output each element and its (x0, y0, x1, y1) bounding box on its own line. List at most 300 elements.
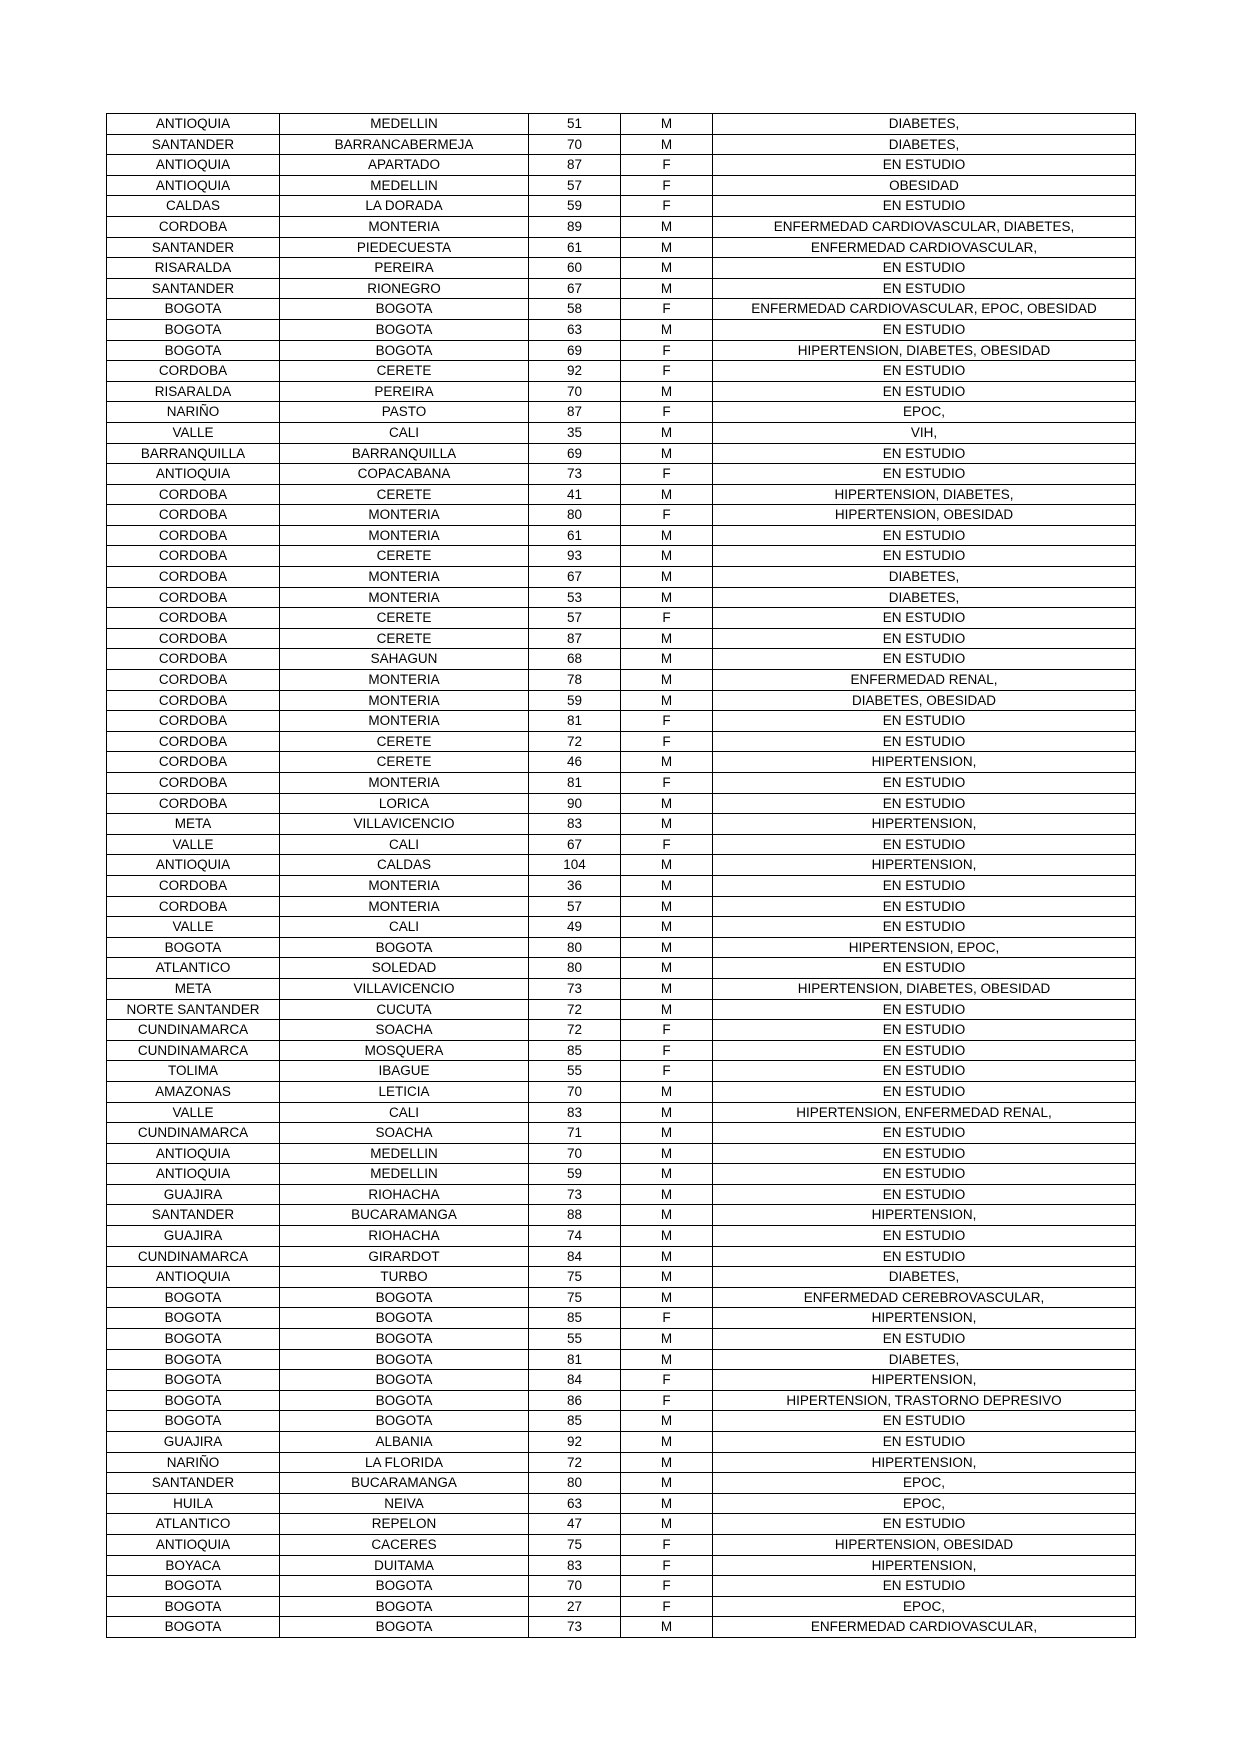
comorbidity-cell: HIPERTENSION, (713, 752, 1136, 773)
municipality-cell: MEDELLIN (280, 114, 529, 135)
cases-table (106, 113, 1136, 1638)
table-row (107, 340, 1136, 361)
department-cell: ATLANTICO (107, 1514, 280, 1535)
department-cell: BOGOTA (107, 1308, 280, 1329)
department-cell: CORDOBA (107, 608, 280, 629)
age-cell: 73 (529, 1617, 621, 1638)
department-cell: BOGOTA (107, 299, 280, 320)
table-row (107, 464, 1136, 485)
comorbidity-cell: EN ESTUDIO (713, 1164, 1136, 1185)
age-cell: 75 (529, 1267, 621, 1288)
sex-cell: F (621, 361, 713, 382)
table-row (107, 958, 1136, 979)
municipality-cell: BUCARAMANGA (280, 1473, 529, 1494)
age-cell: 67 (529, 834, 621, 855)
age-cell: 83 (529, 814, 621, 835)
sex-cell: M (621, 546, 713, 567)
age-cell: 46 (529, 752, 621, 773)
department-cell: CORDOBA (107, 875, 280, 896)
table-row (107, 237, 1136, 258)
age-cell: 83 (529, 1102, 621, 1123)
municipality-cell: LETICIA (280, 1081, 529, 1102)
sex-cell: M (621, 649, 713, 670)
sex-cell: F (621, 1576, 713, 1597)
municipality-cell: CALI (280, 422, 529, 443)
municipality-cell: BOGOTA (280, 937, 529, 958)
municipality-cell: MONTERIA (280, 690, 529, 711)
department-cell: BOGOTA (107, 1390, 280, 1411)
comorbidity-cell: HIPERTENSION, (713, 1452, 1136, 1473)
age-cell: 87 (529, 155, 621, 176)
sex-cell: M (621, 999, 713, 1020)
municipality-cell: MONTERIA (280, 587, 529, 608)
sex-cell: M (621, 1349, 713, 1370)
age-cell: 68 (529, 649, 621, 670)
department-cell: CORDOBA (107, 216, 280, 237)
table-row (107, 361, 1136, 382)
municipality-cell: COPACABANA (280, 464, 529, 485)
department-cell: CORDOBA (107, 711, 280, 732)
department-cell: ANTIOQUIA (107, 1267, 280, 1288)
comorbidity-cell: EN ESTUDIO (713, 1123, 1136, 1144)
age-cell: 73 (529, 1184, 621, 1205)
municipality-cell: MONTERIA (280, 670, 529, 691)
age-cell: 67 (529, 567, 621, 588)
sex-cell: M (621, 628, 713, 649)
table-row (107, 875, 1136, 896)
sex-cell: F (621, 731, 713, 752)
municipality-cell: SOLEDAD (280, 958, 529, 979)
age-cell: 70 (529, 381, 621, 402)
department-cell: CORDOBA (107, 505, 280, 526)
department-cell: BOGOTA (107, 1349, 280, 1370)
comorbidity-cell: OBESIDAD (713, 175, 1136, 196)
comorbidity-cell: EN ESTUDIO (713, 731, 1136, 752)
age-cell: 53 (529, 587, 621, 608)
sex-cell: M (621, 690, 713, 711)
age-cell: 60 (529, 258, 621, 279)
department-cell: BOGOTA (107, 1287, 280, 1308)
department-cell: CORDOBA (107, 525, 280, 546)
sex-cell: M (621, 1493, 713, 1514)
sex-cell: M (621, 319, 713, 340)
age-cell: 70 (529, 1081, 621, 1102)
sex-cell: M (621, 258, 713, 279)
table-row (107, 1081, 1136, 1102)
department-cell: CUNDINAMARCA (107, 1020, 280, 1041)
table-row (107, 731, 1136, 752)
sex-cell: M (621, 484, 713, 505)
comorbidity-cell: EN ESTUDIO (713, 793, 1136, 814)
sex-cell: M (621, 114, 713, 135)
comorbidity-cell: VIH, (713, 422, 1136, 443)
comorbidity-cell: DIABETES, OBESIDAD (713, 690, 1136, 711)
municipality-cell: BOGOTA (280, 1370, 529, 1391)
comorbidity-cell: EPOC, (713, 1596, 1136, 1617)
comorbidity-cell: DIABETES, (713, 587, 1136, 608)
comorbidity-cell: DIABETES, (713, 1349, 1136, 1370)
age-cell: 72 (529, 1452, 621, 1473)
age-cell: 27 (529, 1596, 621, 1617)
comorbidity-cell: HIPERTENSION, (713, 814, 1136, 835)
age-cell: 49 (529, 917, 621, 938)
age-cell: 57 (529, 608, 621, 629)
age-cell: 57 (529, 175, 621, 196)
age-cell: 72 (529, 731, 621, 752)
department-cell: CORDOBA (107, 567, 280, 588)
municipality-cell: CERETE (280, 752, 529, 773)
sex-cell: M (621, 958, 713, 979)
sex-cell: F (621, 1040, 713, 1061)
table-row (107, 1617, 1136, 1638)
comorbidity-cell: EN ESTUDIO (713, 1184, 1136, 1205)
comorbidity-cell: EN ESTUDIO (713, 381, 1136, 402)
comorbidity-cell: HIPERTENSION, (713, 1370, 1136, 1391)
age-cell: 86 (529, 1390, 621, 1411)
department-cell: RISARALDA (107, 258, 280, 279)
sex-cell: F (621, 464, 713, 485)
age-cell: 104 (529, 855, 621, 876)
sex-cell: F (621, 505, 713, 526)
municipality-cell: CERETE (280, 731, 529, 752)
comorbidity-cell: EN ESTUDIO (713, 1411, 1136, 1432)
municipality-cell: REPELON (280, 1514, 529, 1535)
table-row (107, 1164, 1136, 1185)
comorbidity-cell: EN ESTUDIO (713, 155, 1136, 176)
sex-cell: M (621, 134, 713, 155)
table-row (107, 484, 1136, 505)
municipality-cell: TURBO (280, 1267, 529, 1288)
table-row (107, 793, 1136, 814)
comorbidity-cell: EN ESTUDIO (713, 1061, 1136, 1082)
comorbidity-cell: EN ESTUDIO (713, 608, 1136, 629)
age-cell: 61 (529, 525, 621, 546)
age-cell: 85 (529, 1308, 621, 1329)
age-cell: 89 (529, 216, 621, 237)
comorbidity-cell: EN ESTUDIO (713, 896, 1136, 917)
table-row (107, 175, 1136, 196)
table-row (107, 1267, 1136, 1288)
department-cell: TOLIMA (107, 1061, 280, 1082)
department-cell: NARIÑO (107, 402, 280, 423)
department-cell: SANTANDER (107, 237, 280, 258)
department-cell: VALLE (107, 1102, 280, 1123)
municipality-cell: NEIVA (280, 1493, 529, 1514)
sex-cell: M (621, 1246, 713, 1267)
table-row (107, 278, 1136, 299)
table-row (107, 1555, 1136, 1576)
comorbidity-cell: ENFERMEDAD CARDIOVASCULAR, EPOC, OBESIDAD (713, 299, 1136, 320)
department-cell: CORDOBA (107, 896, 280, 917)
sex-cell: F (621, 834, 713, 855)
department-cell: CUNDINAMARCA (107, 1040, 280, 1061)
table-row (107, 896, 1136, 917)
sex-cell: F (621, 711, 713, 732)
table-row (107, 711, 1136, 732)
table-row (107, 1493, 1136, 1514)
comorbidity-cell: HIPERTENSION, (713, 1308, 1136, 1329)
department-cell: BOGOTA (107, 1411, 280, 1432)
table-row (107, 1040, 1136, 1061)
sex-cell: F (621, 1555, 713, 1576)
comorbidity-cell: EN ESTUDIO (713, 711, 1136, 732)
sex-cell: M (621, 381, 713, 402)
sex-cell: M (621, 216, 713, 237)
municipality-cell: MONTERIA (280, 773, 529, 794)
age-cell: 67 (529, 278, 621, 299)
age-cell: 92 (529, 1432, 621, 1453)
municipality-cell: CERETE (280, 484, 529, 505)
age-cell: 69 (529, 340, 621, 361)
municipality-cell: LA FLORIDA (280, 1452, 529, 1473)
department-cell: NARIÑO (107, 1452, 280, 1473)
comorbidity-cell: EN ESTUDIO (713, 773, 1136, 794)
age-cell: 87 (529, 402, 621, 423)
comorbidity-cell: EN ESTUDIO (713, 999, 1136, 1020)
table-row (107, 216, 1136, 237)
table-row (107, 1184, 1136, 1205)
sex-cell: F (621, 1596, 713, 1617)
comorbidity-cell: HIPERTENSION, EPOC, (713, 937, 1136, 958)
municipality-cell: BUCARAMANGA (280, 1205, 529, 1226)
table-row (107, 1390, 1136, 1411)
department-cell: BOGOTA (107, 319, 280, 340)
department-cell: BOGOTA (107, 340, 280, 361)
department-cell: CUNDINAMARCA (107, 1246, 280, 1267)
table-row (107, 628, 1136, 649)
age-cell: 59 (529, 690, 621, 711)
table-row (107, 1329, 1136, 1350)
sex-cell: M (621, 855, 713, 876)
sex-cell: M (621, 896, 713, 917)
municipality-cell: MEDELLIN (280, 1143, 529, 1164)
sex-cell: M (621, 1473, 713, 1494)
municipality-cell: BARRANCABERMEJA (280, 134, 529, 155)
table-row (107, 381, 1136, 402)
age-cell: 55 (529, 1061, 621, 1082)
age-cell: 85 (529, 1040, 621, 1061)
table-row (107, 1143, 1136, 1164)
municipality-cell: CERETE (280, 628, 529, 649)
comorbidity-cell: EN ESTUDIO (713, 834, 1136, 855)
age-cell: 41 (529, 484, 621, 505)
cases-table-body (107, 114, 1136, 1638)
comorbidity-cell: HIPERTENSION, OBESIDAD (713, 505, 1136, 526)
department-cell: CORDOBA (107, 731, 280, 752)
sex-cell: F (621, 155, 713, 176)
municipality-cell: VILLAVICENCIO (280, 978, 529, 999)
comorbidity-cell: EN ESTUDIO (713, 1514, 1136, 1535)
table-row (107, 1514, 1136, 1535)
comorbidity-cell: ENFERMEDAD CARDIOVASCULAR, (713, 1617, 1136, 1638)
sex-cell: M (621, 1514, 713, 1535)
department-cell: ANTIOQUIA (107, 1534, 280, 1555)
department-cell: ANTIOQUIA (107, 155, 280, 176)
comorbidity-cell: DIABETES, (713, 1267, 1136, 1288)
comorbidity-cell: ENFERMEDAD RENAL, (713, 670, 1136, 691)
comorbidity-cell: EN ESTUDIO (713, 1040, 1136, 1061)
sex-cell: M (621, 278, 713, 299)
sex-cell: F (621, 175, 713, 196)
municipality-cell: CALDAS (280, 855, 529, 876)
municipality-cell: PASTO (280, 402, 529, 423)
age-cell: 75 (529, 1287, 621, 1308)
age-cell: 55 (529, 1329, 621, 1350)
municipality-cell: BARRANQUILLA (280, 443, 529, 464)
age-cell: 72 (529, 1020, 621, 1041)
municipality-cell: CERETE (280, 608, 529, 629)
department-cell: CORDOBA (107, 628, 280, 649)
department-cell: CORDOBA (107, 752, 280, 773)
table-row (107, 196, 1136, 217)
sex-cell: M (621, 1329, 713, 1350)
age-cell: 74 (529, 1226, 621, 1247)
department-cell: META (107, 814, 280, 835)
age-cell: 71 (529, 1123, 621, 1144)
comorbidity-cell: EN ESTUDIO (713, 1246, 1136, 1267)
age-cell: 92 (529, 361, 621, 382)
age-cell: 80 (529, 937, 621, 958)
department-cell: CORDOBA (107, 361, 280, 382)
department-cell: ANTIOQUIA (107, 855, 280, 876)
department-cell: CORDOBA (107, 546, 280, 567)
comorbidity-cell: EN ESTUDIO (713, 196, 1136, 217)
department-cell: BARRANQUILLA (107, 443, 280, 464)
municipality-cell: BOGOTA (280, 1596, 529, 1617)
table-row (107, 134, 1136, 155)
municipality-cell: BOGOTA (280, 1390, 529, 1411)
sex-cell: M (621, 567, 713, 588)
department-cell: VALLE (107, 834, 280, 855)
comorbidity-cell: HIPERTENSION, (713, 1205, 1136, 1226)
table-row (107, 525, 1136, 546)
sex-cell: M (621, 1123, 713, 1144)
comorbidity-cell: EPOC, (713, 1493, 1136, 1514)
sex-cell: M (621, 793, 713, 814)
comorbidity-cell: EN ESTUDIO (713, 525, 1136, 546)
comorbidity-cell: ENFERMEDAD CARDIOVASCULAR, DIABETES, (713, 216, 1136, 237)
comorbidity-cell: HIPERTENSION, (713, 855, 1136, 876)
municipality-cell: MONTERIA (280, 505, 529, 526)
municipality-cell: RIOHACHA (280, 1184, 529, 1205)
department-cell: ANTIOQUIA (107, 1143, 280, 1164)
sex-cell: F (621, 773, 713, 794)
table-row (107, 402, 1136, 423)
age-cell: 84 (529, 1246, 621, 1267)
sex-cell: M (621, 1143, 713, 1164)
municipality-cell: PEREIRA (280, 381, 529, 402)
municipality-cell: SOACHA (280, 1123, 529, 1144)
table-row (107, 1020, 1136, 1041)
comorbidity-cell: HIPERTENSION, (713, 1555, 1136, 1576)
age-cell: 88 (529, 1205, 621, 1226)
municipality-cell: VILLAVICENCIO (280, 814, 529, 835)
comorbidity-cell: EN ESTUDIO (713, 628, 1136, 649)
sex-cell: M (621, 1164, 713, 1185)
municipality-cell: CERETE (280, 361, 529, 382)
age-cell: 59 (529, 196, 621, 217)
municipality-cell: MONTERIA (280, 875, 529, 896)
department-cell: BOGOTA (107, 1576, 280, 1597)
age-cell: 63 (529, 319, 621, 340)
table-row (107, 1596, 1136, 1617)
comorbidity-cell: HIPERTENSION, ENFERMEDAD RENAL, (713, 1102, 1136, 1123)
age-cell: 93 (529, 546, 621, 567)
age-cell: 51 (529, 114, 621, 135)
age-cell: 81 (529, 773, 621, 794)
department-cell: AMAZONAS (107, 1081, 280, 1102)
department-cell: VALLE (107, 422, 280, 443)
table-row (107, 670, 1136, 691)
sex-cell: F (621, 1370, 713, 1391)
comorbidity-cell: DIABETES, (713, 114, 1136, 135)
table-row (107, 1534, 1136, 1555)
age-cell: 87 (529, 628, 621, 649)
age-cell: 83 (529, 1555, 621, 1576)
comorbidity-cell: HIPERTENSION, DIABETES, (713, 484, 1136, 505)
table-row (107, 1473, 1136, 1494)
age-cell: 58 (529, 299, 621, 320)
sex-cell: M (621, 978, 713, 999)
age-cell: 35 (529, 422, 621, 443)
sex-cell: F (621, 1020, 713, 1041)
department-cell: CORDOBA (107, 670, 280, 691)
sex-cell: F (621, 196, 713, 217)
table-row (107, 937, 1136, 958)
municipality-cell: BOGOTA (280, 319, 529, 340)
department-cell: HUILA (107, 1493, 280, 1514)
department-cell: GUAJIRA (107, 1432, 280, 1453)
sex-cell: M (621, 1184, 713, 1205)
department-cell: CORDOBA (107, 773, 280, 794)
age-cell: 80 (529, 505, 621, 526)
comorbidity-cell: HIPERTENSION, DIABETES, OBESIDAD (713, 340, 1136, 361)
municipality-cell: SAHAGUN (280, 649, 529, 670)
table-row (107, 1061, 1136, 1082)
comorbidity-cell: EN ESTUDIO (713, 1432, 1136, 1453)
age-cell: 70 (529, 134, 621, 155)
sex-cell: M (621, 237, 713, 258)
municipality-cell: BOGOTA (280, 1576, 529, 1597)
age-cell: 69 (529, 443, 621, 464)
age-cell: 61 (529, 237, 621, 258)
department-cell: GUAJIRA (107, 1226, 280, 1247)
comorbidity-cell: EPOC, (713, 1473, 1136, 1494)
comorbidity-cell: EN ESTUDIO (713, 1020, 1136, 1041)
sex-cell: M (621, 587, 713, 608)
municipality-cell: SOACHA (280, 1020, 529, 1041)
municipality-cell: MONTERIA (280, 567, 529, 588)
table-row (107, 1205, 1136, 1226)
age-cell: 47 (529, 1514, 621, 1535)
comorbidity-cell: ENFERMEDAD CEREBROVASCULAR, (713, 1287, 1136, 1308)
municipality-cell: CACERES (280, 1534, 529, 1555)
table-row (107, 690, 1136, 711)
table-row (107, 773, 1136, 794)
table-row (107, 567, 1136, 588)
comorbidity-cell: EN ESTUDIO (713, 1226, 1136, 1247)
department-cell: CORDOBA (107, 690, 280, 711)
sex-cell: M (621, 1081, 713, 1102)
comorbidity-cell: DIABETES, (713, 567, 1136, 588)
department-cell: BOGOTA (107, 1329, 280, 1350)
table-row (107, 649, 1136, 670)
department-cell: NORTE SANTANDER (107, 999, 280, 1020)
municipality-cell: MOSQUERA (280, 1040, 529, 1061)
department-cell: ATLANTICO (107, 958, 280, 979)
comorbidity-cell: EN ESTUDIO (713, 1081, 1136, 1102)
municipality-cell: CALI (280, 1102, 529, 1123)
